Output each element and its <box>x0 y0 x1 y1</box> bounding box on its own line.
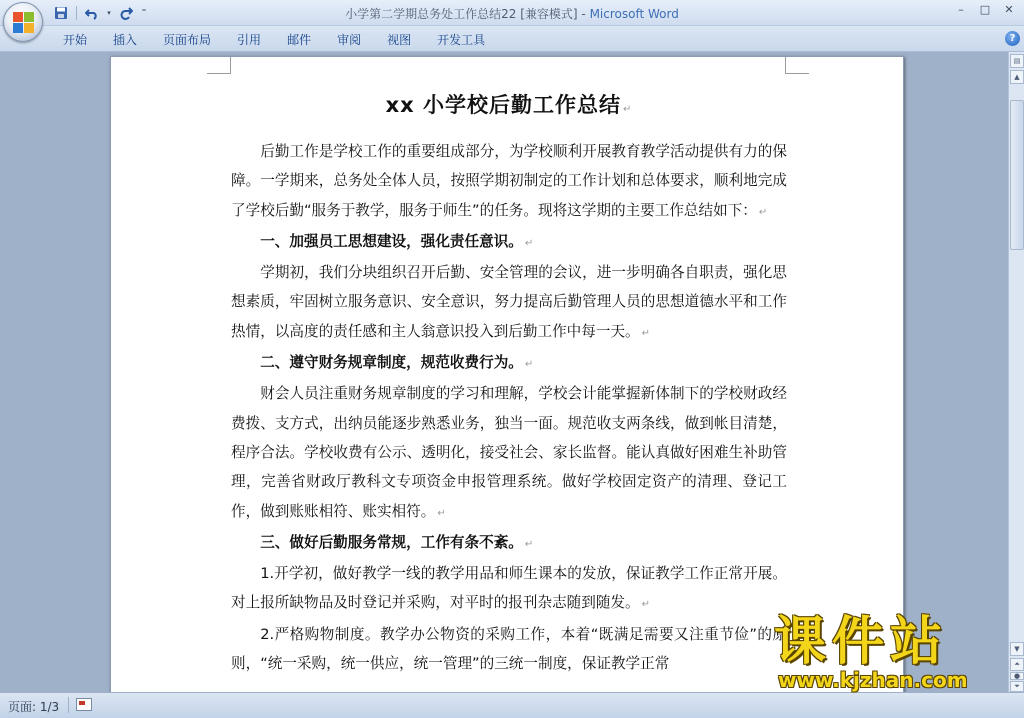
paragraph-text: 学期初，我们分块组织召开后勤、安全管理的会议，进一步明确各自职责，强化思想素质，牢固树立服务意识、安全意识，努力提高后勤管理人员的思想道德水平和工作热情，以高度的责任感和主人翁意识投入到后勤工作中每一天。 <box>231 264 787 340</box>
paragraph <box>231 258 787 348</box>
chevron-down-icon[interactable]: ▾ <box>107 9 111 17</box>
paragraph-mark: ↵ <box>524 359 534 371</box>
tab-review[interactable]: 审阅 <box>337 33 362 47</box>
document-area[interactable] <box>0 52 1008 692</box>
paragraph-text: 2.严格购物制度。教学办公物资的采购工作，本着“既满足需要又注重节俭”的原则，“统一采购，统一供应，统一管理”的三统一制度，保证教学正常 <box>231 625 787 673</box>
app-name: Microsoft Word <box>589 7 679 21</box>
ribbon <box>0 26 1024 52</box>
customize-qat-icon[interactable]: ⁼ <box>141 8 147 18</box>
paragraph-mark: ↵ <box>641 599 651 611</box>
watermark-text: 课件站 <box>774 612 949 672</box>
tab-insert[interactable]: 插入 <box>113 33 138 47</box>
paragraph-mark: ↵ <box>641 327 651 339</box>
document-heading-text: xx 小学校后勤工作总结 <box>385 93 621 117</box>
office-button[interactable] <box>3 2 43 42</box>
paragraph-mark: ↵ <box>524 237 534 249</box>
document-content[interactable] <box>231 79 787 678</box>
vertical-scrollbar[interactable] <box>1008 52 1024 692</box>
scroll-up-icon[interactable]: ▲ <box>1010 70 1024 84</box>
title-bar <box>0 0 1024 26</box>
tab-home[interactable]: 开始 <box>63 33 88 47</box>
paragraph <box>231 379 787 527</box>
section-heading-text: 一、加强员工思想建设，强化责任意识。 <box>260 232 523 250</box>
tab-view[interactable]: 视图 <box>387 33 412 47</box>
paragraph <box>231 137 787 227</box>
ribbon-tabs <box>50 31 498 49</box>
watermark <box>770 614 1010 694</box>
office-button-icon <box>13 12 35 34</box>
crop-mark-top-left <box>207 57 231 74</box>
paragraph <box>231 559 787 620</box>
tab-references[interactable]: 引用 <box>237 33 262 47</box>
window-controls <box>950 2 1020 18</box>
tab-page-layout[interactable]: 页面布局 <box>163 33 212 47</box>
status-bar <box>0 692 1024 718</box>
select-browse-object-icon[interactable]: ● <box>1010 672 1024 680</box>
watermark-url: www.kjzhan.com <box>778 668 968 692</box>
paragraph-mark: ↵ <box>524 538 534 550</box>
page-number-status[interactable]: 页面: 1/3 <box>8 700 60 714</box>
paragraph <box>231 620 787 679</box>
previous-page-icon[interactable]: ⏶ <box>1010 658 1024 671</box>
document-heading <box>231 85 787 125</box>
paragraph-mark: ↵ <box>437 507 446 519</box>
view-ruler-icon[interactable]: ▤ <box>1010 54 1024 68</box>
paragraph-mark: ↵ <box>758 206 768 218</box>
section-heading <box>231 348 787 379</box>
section-heading <box>231 227 787 258</box>
section-heading <box>231 528 787 559</box>
scroll-thumb[interactable] <box>1010 100 1024 250</box>
window-title <box>0 5 1024 22</box>
paragraph-text: 财会人员注重财务规章制度的学习和理解，学校会计能掌握新体制下的学校财政经费拨、支方式，出纳员能逐步熟悉业务，独当一面。规范收支两条线，做到帐目清楚，程序合法。学校收费有公示、透明化，接受社会、家长监督。能认真做好困难生补助管理，完善省财政厅教科文专项资金申报管理系统。做好学校固定资产的清理、登记工作，做到账账相符、账实相符。 <box>231 385 787 520</box>
crop-mark-top-right <box>785 57 809 74</box>
document-page[interactable] <box>110 56 904 692</box>
paragraph-text: 后勤工作是学校工作的重要组成部分，为学校顺利开展教育教学活动提供有力的保障。一学期来，总务处全体人员，按照学期初制定的工作计划和总体要求，顺利地完成了学校后勤“服务于教学，服务于师生”的任务。现将这学期的主要工作总结如下： <box>231 143 787 219</box>
status-separator <box>68 697 69 713</box>
paragraph-mark: ↵ <box>623 104 633 115</box>
status-macro-icon[interactable] <box>76 698 92 711</box>
section-heading-text: 二、遵守财务规章制度，规范收费行为。 <box>260 354 523 372</box>
spacing <box>231 125 787 137</box>
help-icon[interactable]: ? <box>1005 31 1020 46</box>
tab-developer[interactable]: 开发工具 <box>437 33 486 47</box>
paragraph-text: 1.开学初，做好教学一线的教学用品和师生课本的发放，保证教学工作正常开展。对上报所缺物品及时登记并采购，对平时的报刊杂志随到随发。 <box>231 565 787 612</box>
document-title-text: 小学第二学期总务处工作总结22 [兼容模式] - <box>345 7 590 21</box>
minimize-button[interactable]: – <box>958 3 964 16</box>
section-heading-text: 三、做好后勤服务常规，工作有条不紊。 <box>260 533 523 551</box>
scroll-down-icon[interactable]: ▼ <box>1010 642 1024 656</box>
restore-button[interactable]: □ <box>979 3 991 16</box>
tab-mailings[interactable]: 邮件 <box>287 33 312 47</box>
next-page-icon[interactable]: ⏷ <box>1010 681 1024 692</box>
close-button[interactable]: ✕ <box>1004 3 1014 16</box>
